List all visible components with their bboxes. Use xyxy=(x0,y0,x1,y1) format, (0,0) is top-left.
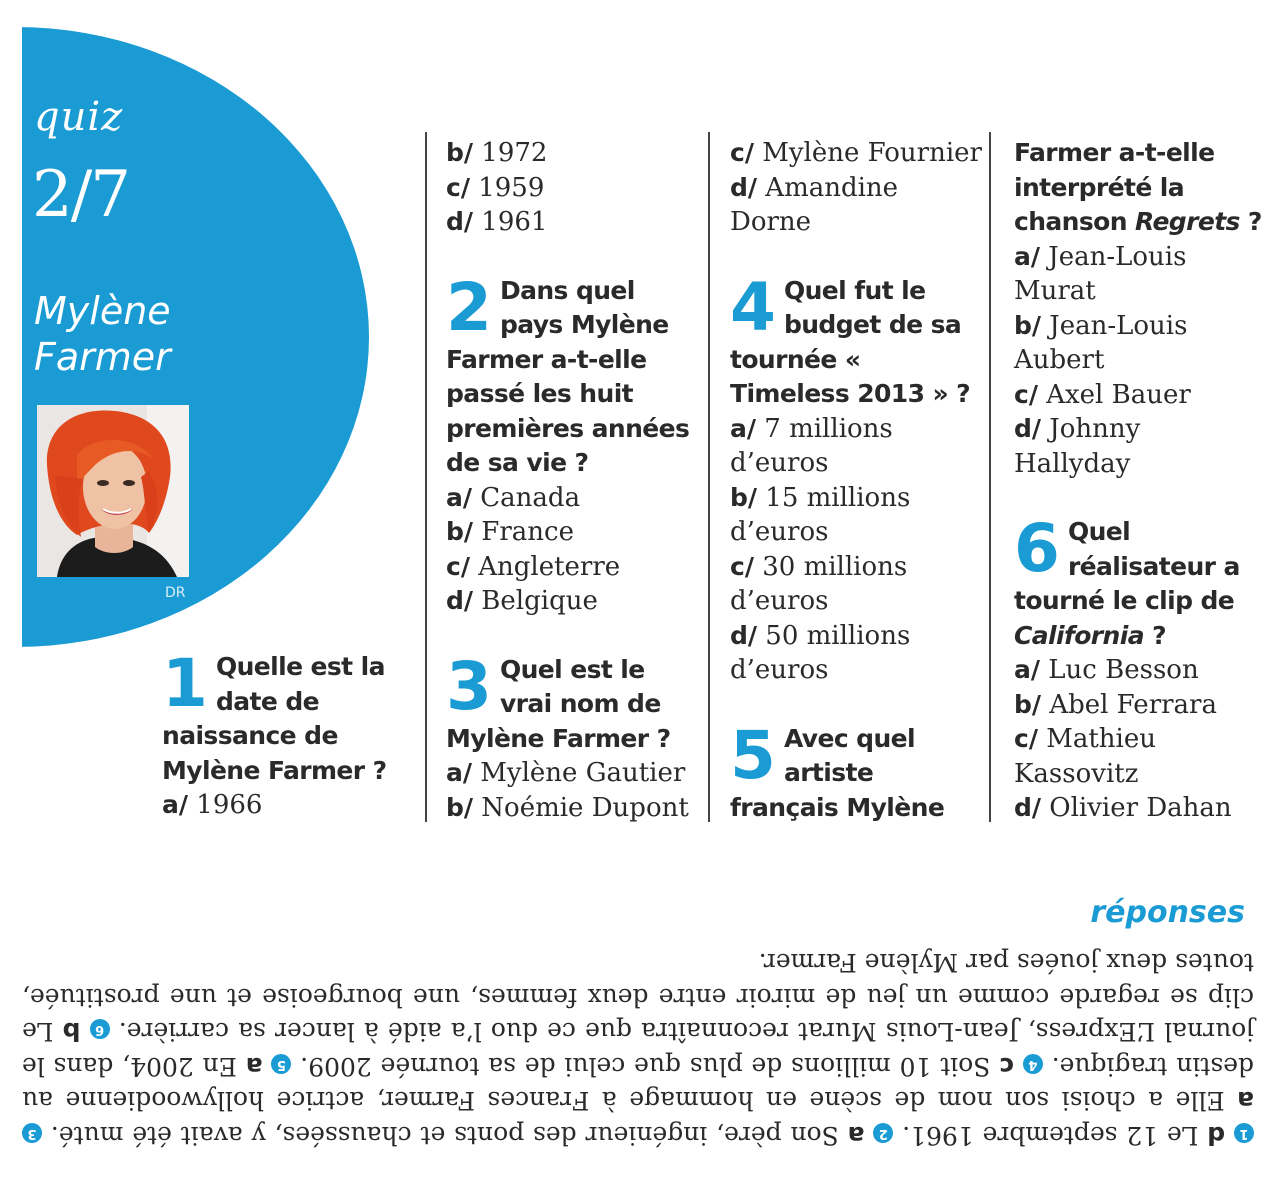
question-number: 4 xyxy=(730,268,776,346)
portrait-image xyxy=(37,405,189,577)
option-c: c/ Mathieu Kassovitz xyxy=(1014,724,1156,789)
question-4 xyxy=(730,268,980,688)
option-c: c/ Mylène Fournier xyxy=(730,138,982,168)
artist-name-line2: Farmer xyxy=(34,335,171,379)
question-text: Quel est le vrai nom de Mylène Farmer ? xyxy=(446,654,671,753)
quiz-number: 2/7 xyxy=(32,158,129,232)
option-b: b/ Jean-Louis Aubert xyxy=(1014,310,1188,375)
answer-4-tag: 4 xyxy=(1023,1054,1043,1074)
option-a: a/ Luc Besson xyxy=(1014,655,1199,685)
question-text: Quel fut le budget de sa tournée « Timeless 2013 » ? xyxy=(730,275,971,408)
answers-upside-down xyxy=(22,945,1254,1152)
question-number: 3 xyxy=(446,647,492,725)
question-6 xyxy=(1014,510,1264,826)
answer-3-tag: 3 xyxy=(22,1123,42,1143)
question-text: Quelle est la date de naissance de Mylène Farmer ? xyxy=(162,652,387,785)
answers-title: réponses xyxy=(1090,895,1245,930)
column-divider xyxy=(708,132,710,822)
option-b: b/ 1972 xyxy=(446,138,548,168)
answer-5-tag: 5 xyxy=(271,1054,291,1074)
option-b: b/ France xyxy=(446,517,574,547)
question-3 xyxy=(446,647,696,826)
quiz-label: quiz xyxy=(34,94,124,140)
option-c: c/ 30 millions d’euros xyxy=(730,551,908,616)
question-number: 5 xyxy=(730,721,776,794)
option-b: b/ Noémie Dupont xyxy=(446,792,689,823)
artist-name-line1: Mylène xyxy=(34,289,171,333)
option-d: d/ Olivier Dahan xyxy=(1014,793,1232,823)
column-4 xyxy=(1014,136,1264,826)
answers-text: 1 d Le 12 septembre 1961. 2 a Son père, ingénieur des ponts et chaussées, y avait été muté. 3 a Elle a choisi son nom de scène en hommage à Frances Farmer, actrice hollywoodienne au destin tragique. 4 c Soit 10 millions de plus que celui de sa tournée 2009. 5 a En 2004, dans le journal L’Express, Jean-Louis Murat reconnaîtra que ce duo l’a aidé à lancer sa carrière. 6 b Le clip se regarde comme un jeu de miroir entre deux femmes, une bourgeoise et une prostituée, toutes deux jouées par Mylène Farmer. xyxy=(21,948,1254,1150)
column-3 xyxy=(730,136,980,826)
artist-photo xyxy=(37,405,189,577)
option-d: d/ Belgique xyxy=(446,586,598,616)
question-5-continued: Farmer a-t-elle interprété la chanson Regrets ? xyxy=(1014,138,1262,236)
option-a: a/ 7 millions d’euros xyxy=(730,413,893,478)
question-5 xyxy=(730,722,980,826)
option-a: a/ Mylène Gautier xyxy=(446,758,686,788)
answer-1-tag: 1 xyxy=(1234,1123,1254,1143)
option-c: c/ Axel Bauer xyxy=(1014,379,1191,410)
option-a: a/ Jean-Louis Murat xyxy=(1014,241,1187,306)
answer-2-tag: 2 xyxy=(873,1123,893,1143)
option-d: d/ Amandine Dorne xyxy=(730,172,899,237)
quiz-banner xyxy=(0,0,370,650)
question-number: 1 xyxy=(162,645,208,722)
column-divider xyxy=(425,132,427,822)
question-2 xyxy=(446,268,696,619)
photo-credit: DR xyxy=(165,585,186,601)
column-1 xyxy=(162,645,412,823)
column-2 xyxy=(446,136,696,825)
question-1 xyxy=(162,645,412,823)
option-b: b/ 15 millions d’euros xyxy=(730,482,911,547)
question-text: Dans quel pays Mylène Farmer a-t-elle passé les huit premières années de sa vie ? xyxy=(446,275,690,477)
option-a: a/ 1966 xyxy=(162,790,263,820)
question-number: 6 xyxy=(1014,510,1060,587)
column-divider xyxy=(989,132,991,822)
answer-6-tag: 6 xyxy=(90,1020,110,1040)
option-d: d/ 1961 xyxy=(446,207,548,237)
question-text: Avec quel artiste français Mylène xyxy=(730,723,945,822)
option-b: b/ Abel Ferrara xyxy=(1014,689,1217,720)
option-c: c/ 1959 xyxy=(446,172,545,203)
question-text: Quel réalisateur a tourné le clip de California ? xyxy=(1014,517,1240,650)
option-a: a/ Canada xyxy=(446,482,581,513)
option-d: d/ 50 millions d’euros xyxy=(730,620,911,685)
artist-name xyxy=(34,288,171,380)
option-d: d/ Johnny Hallyday xyxy=(1014,414,1141,479)
option-c: c/ Angleterre xyxy=(446,551,621,582)
question-number: 2 xyxy=(446,268,492,346)
